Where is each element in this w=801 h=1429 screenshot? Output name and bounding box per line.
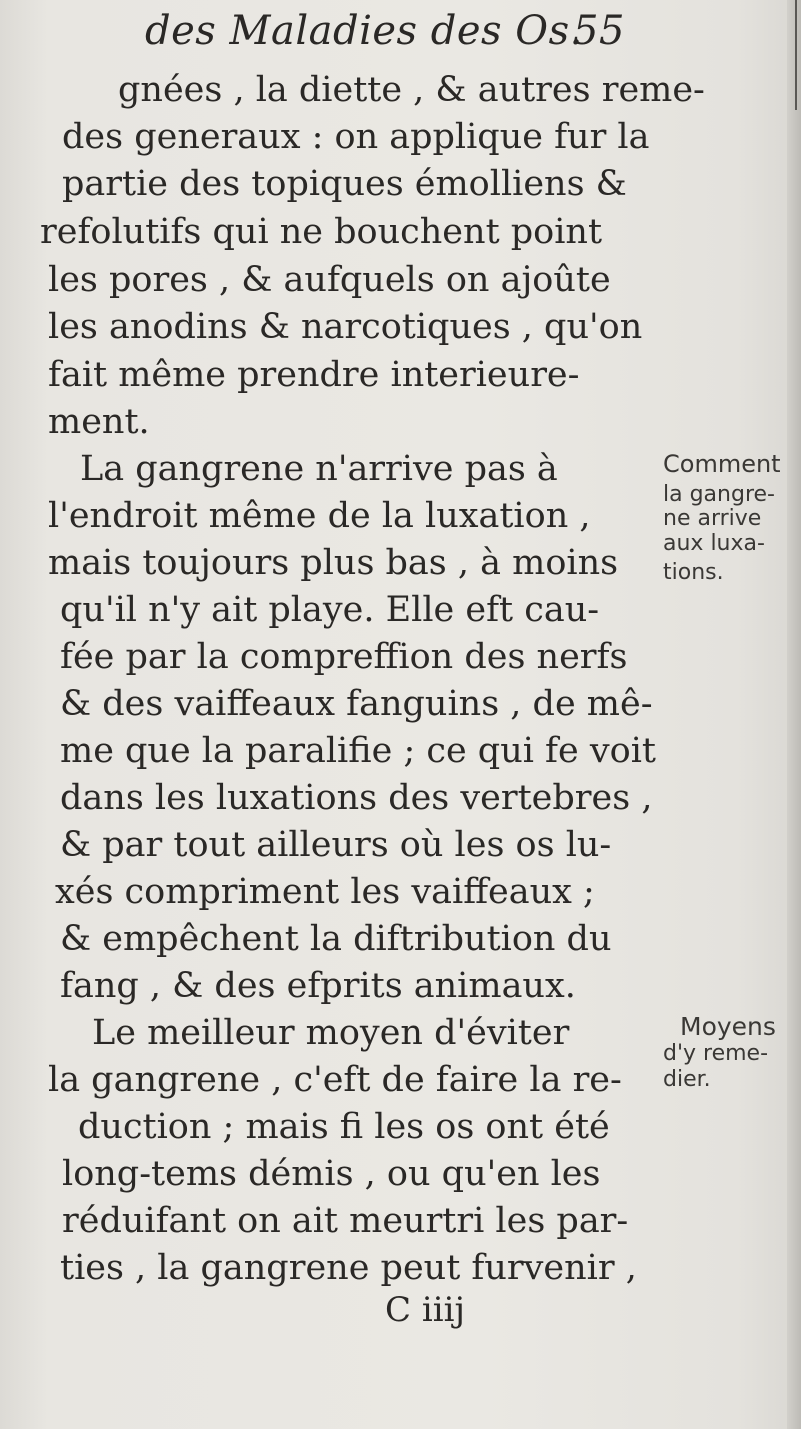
margin-note-line: d'y reme- [663, 1041, 769, 1066]
margin-note-line: Comment [663, 450, 781, 478]
margin-note-line: Moyens [680, 1012, 776, 1041]
text-line: des generaux : on applique fur la [62, 117, 650, 157]
text-line: ment. [48, 402, 150, 442]
text-line: partie des topiques émolliens & [62, 164, 627, 204]
running-title: des Maladies des Os. [145, 8, 583, 54]
running-header [95, 8, 655, 64]
signature-mark: C iiij [385, 1290, 465, 1330]
text-line: ties , la gangrene peut furvenir , [60, 1248, 637, 1288]
text-line: mais toujours plus bas , à moins [48, 543, 619, 583]
text-line: fée par la compreffion des nerfs [60, 637, 628, 677]
page-number: 55 [573, 8, 625, 54]
text-line: gnées , la diette , & autres reme- [118, 70, 705, 110]
text-line: refolutifs qui ne bouchent point [40, 212, 603, 252]
text-line: la gangrene , c'eft de faire la re- [48, 1060, 622, 1100]
page-edge-line [795, 0, 797, 110]
text-line: réduifant on ait meurtri les par- [62, 1201, 629, 1241]
text-line: l'endroit même de la luxation , [48, 496, 591, 536]
text-line: & des vaiffeaux fanguins , de mê- [60, 684, 653, 724]
text-line: La gangrene n'arrive pas à [80, 449, 558, 489]
text-line: duction ; mais fi les os ont été [78, 1107, 610, 1147]
text-line: fait même prendre interieure- [48, 355, 580, 395]
text-line: les anodins & narcotiques , qu'on [48, 307, 643, 347]
margin-note-line: la gangre- [663, 482, 775, 507]
text-line: dans les luxations des vertebres , [60, 778, 653, 818]
text-line: & empêchent la diftribution du [60, 919, 612, 959]
text-line: fang , & des efprits animaux. [60, 966, 576, 1006]
margin-note-line: dier. [663, 1067, 711, 1092]
page-edge [787, 0, 801, 1429]
margin-note-line: ne arrive [663, 506, 762, 531]
text-line: & par tout ailleurs où les os lu- [60, 825, 612, 865]
margin-note-line: aux luxa- [663, 531, 765, 556]
text-line: me que la paralifie ; ce qui fe voit [60, 731, 656, 771]
text-line: qu'il n'y ait playe. Elle eft cau- [60, 590, 600, 630]
text-line: Le meilleur moyen d'éviter [92, 1013, 570, 1053]
text-line: long-tems démis , ou qu'en les [62, 1154, 601, 1194]
text-line: xés compriment les vaiffeaux ; [55, 872, 595, 912]
text-line: les pores , & aufquels on ajoûte [48, 260, 611, 300]
margin-note-line: tions. [663, 560, 724, 585]
